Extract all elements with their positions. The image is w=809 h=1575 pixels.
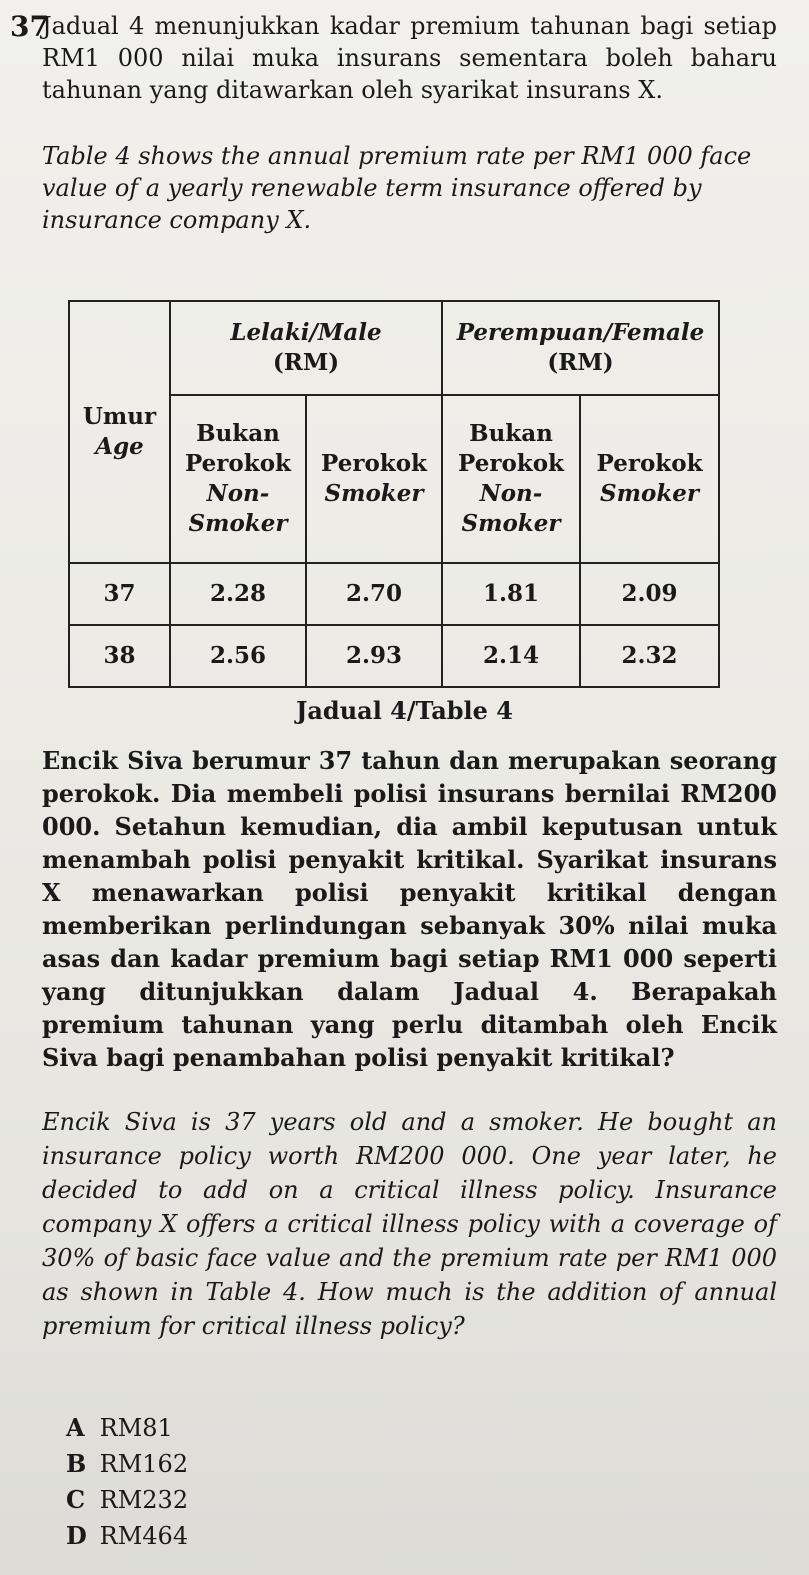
option-c[interactable]	[66, 1482, 188, 1518]
option-letter: B	[66, 1449, 87, 1478]
option-a[interactable]	[66, 1410, 188, 1446]
question-intro-malay: Jadual 4 menunjukkan kadar premium tahunan bagi setiap RM1 000 nilai muka insurans sementara boleh baharu tahunan yang ditawarkan oleh syarikat insurans X.	[42, 12, 777, 104]
header-female: Perempuan/Female (RM)	[442, 301, 719, 395]
header-female-smoker: Perokok Smoker	[580, 395, 719, 563]
cell-female-nonsmoker: 1.81	[442, 563, 580, 625]
problem-english: Encik Siva is 37 years old and a smoker. He bought an insurance policy worth RM200 000. One year later, he decided to add on a critical illness policy. Insurance company X offers a critical illness policy with a coverage of 30% of basic face value and the premium rate per RM1 000 as shown in Table 4. How much is the addition of annual premium for critical illness policy?	[42, 1108, 777, 1340]
option-text: RM232	[99, 1486, 189, 1514]
option-letter: D	[66, 1521, 87, 1550]
option-text: RM81	[99, 1414, 173, 1442]
cell-male-nonsmoker: 2.56	[170, 625, 306, 687]
cell-female-smoker: 2.32	[580, 625, 719, 687]
option-letter: C	[66, 1485, 86, 1514]
cell-female-nonsmoker: 2.14	[442, 625, 580, 687]
cell-age: 38	[69, 625, 170, 687]
cell-male-smoker: 2.93	[306, 625, 442, 687]
cell-age: 37	[69, 563, 170, 625]
header-female-nonsmoker: Bukan Perokok Non- Smoker	[442, 395, 580, 563]
option-d[interactable]	[66, 1518, 188, 1554]
cell-male-smoker: 2.70	[306, 563, 442, 625]
option-text: RM162	[99, 1450, 189, 1478]
answer-options	[66, 1410, 188, 1554]
option-b[interactable]	[66, 1446, 188, 1482]
table-caption: Jadual 4/Table 4	[296, 696, 513, 725]
question-intro-english: Table 4 shows the annual premium rate per RM1 000 face value of a yearly renewable term insurance offered by insurance company X.	[42, 142, 752, 234]
header-male: Lelaki/Male (RM)	[170, 301, 442, 395]
table-row	[69, 563, 719, 625]
table-row	[69, 625, 719, 687]
option-letter: A	[66, 1413, 85, 1442]
header-age: Umur Age	[69, 301, 170, 563]
cell-male-nonsmoker: 2.28	[170, 563, 306, 625]
cell-female-smoker: 2.09	[580, 563, 719, 625]
option-text: RM464	[99, 1522, 189, 1550]
question-number: 37	[10, 10, 49, 43]
premium-rate-table	[68, 300, 720, 688]
problem-malay: Encik Siva berumur 37 tahun dan merupakan seorang perokok. Dia membeli polisi insurans bernilai RM200 000. Setahun kemudian, dia ambil keputusan untuk menambah polisi penyakit kritikal. Syarikat insurans X menawarkan polisi penyakit kritikal dengan memberikan perlindungan sebanyak 30% nilai muka asas dan kadar premium bagi setiap RM1 000 seperti yang ditunjukkan dalam Jadual 4. Berapakah premium tahunan yang perlu ditambah oleh Encik Siva bagi penambahan polisi penyakit kritikal?	[42, 746, 777, 1072]
header-male-nonsmoker: Bukan Perokok Non- Smoker	[170, 395, 306, 563]
header-male-smoker: Perokok Smoker	[306, 395, 442, 563]
